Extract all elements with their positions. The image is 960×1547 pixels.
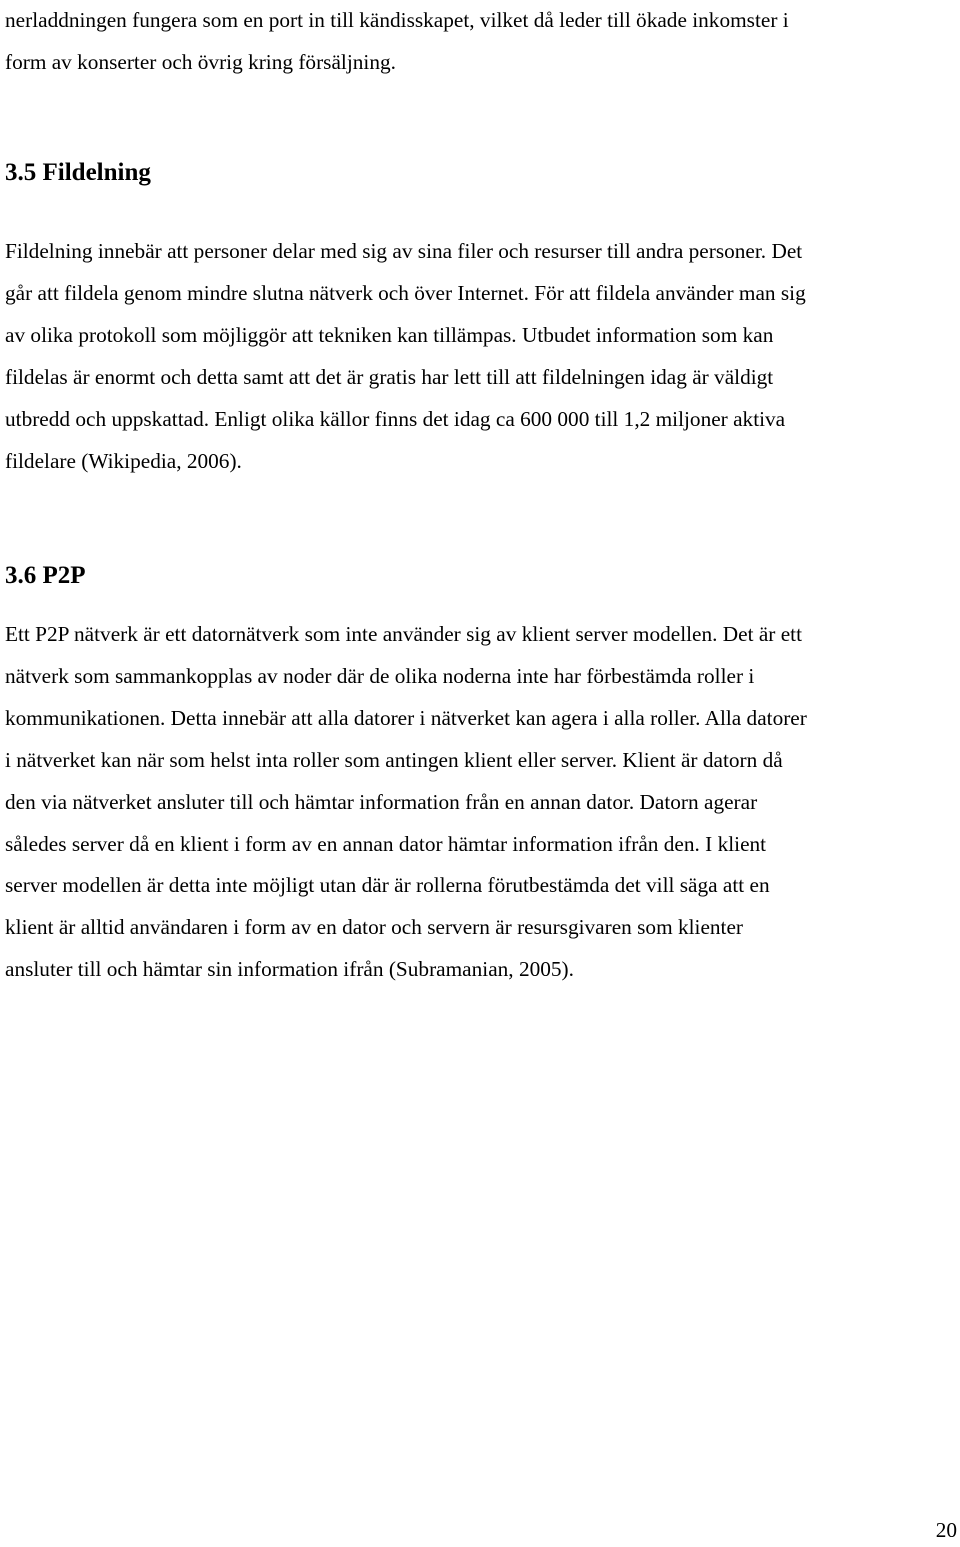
text-line: Ett P2P nätverk är ett datornätverk som inte använder sig av klient server modellen. Det är ett <box>5 622 803 646</box>
text-line: Fildelning innebär att personer delar med sig av sina filer och resurser till andra personer. Det <box>5 239 803 263</box>
intro-paragraph <box>5 0 960 84</box>
text-line: server modellen är detta inte möjligt utan där är rollerna förutbestämda det vill säga att en <box>5 873 770 898</box>
section-heading-3-6: 3.6 P2P <box>5 562 86 589</box>
text-line: i nätverket kan när som helst inta roller som antingen klient eller server. Klient är datorn då <box>5 747 783 772</box>
text-line: den via nätverket ansluter till och hämtar information från en annan dator. Datorn agerar <box>5 789 758 814</box>
text-line: kommunikationen. Detta innebär att alla datorer i nätverket kan agera i alla roller. Alla datorer <box>5 705 807 730</box>
section-heading-3-5: 3.5 Fildelning <box>5 159 151 186</box>
section-3-6-paragraph <box>5 614 960 991</box>
text-line: fildelare (Wikipedia, 2006). <box>5 448 242 473</box>
text-line: klient är alltid användaren i form av en dator och servern är resursgivaren som klienter <box>5 915 744 940</box>
section-3-5-paragraph <box>5 231 960 482</box>
text-line: fildelas är enormt och detta samt att det är gratis har lett till att fildelningen idag är väldigt <box>5 364 774 389</box>
text-line: nerladdningen fungera som en port in till kändisskapet, vilket då leder till ökade inkomster i <box>5 8 789 32</box>
text-line: nätverk som sammankopplas av noder där de olika noderna inte har förbestämda roller i <box>5 663 755 688</box>
text-line: utbredd och uppskattad. Enligt olika källor finns det idag ca 600 000 till 1,2 miljoner aktiva <box>5 406 786 431</box>
text-line: form av konserter och övrig kring försäljning. <box>5 49 396 74</box>
text-line: således server då en klient i form av en annan dator hämtar information ifrån den. I klient <box>5 831 767 856</box>
page-number: 20 <box>935 1518 957 1542</box>
text-line: ansluter till och hämtar sin information ifrån (Subramanian, 2005). <box>5 957 574 982</box>
text-line: går att fildela genom mindre slutna nätverk och över Internet. För att fildela använder man sig <box>5 280 806 305</box>
text-line: av olika protokoll som möjliggör att tekniken kan tillämpas. Utbudet information som kan <box>5 322 774 347</box>
